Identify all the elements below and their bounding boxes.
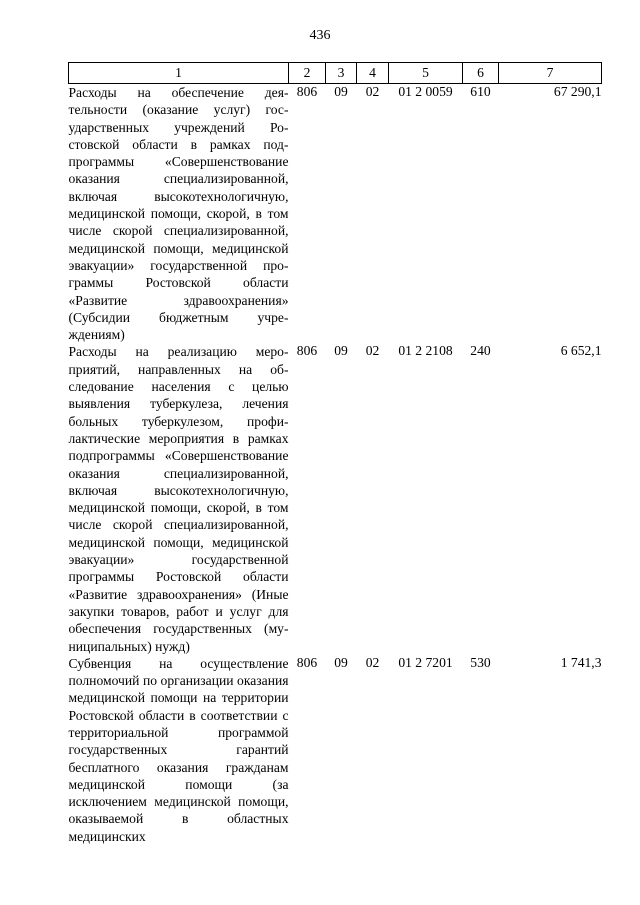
column-header-2: 2 (289, 63, 326, 84)
row-expense-type: 530 (470, 654, 491, 670)
row-description: Расходы на обеспечение деятельности (оказание услуг) государственных учреждений Ростовской области в рамках подпрограммы «Совершенствование оказания специализированной, включая высокотехнологичную, медицинской помощи, скорой, в том числе скорой специализированной, медицинской помощи, медицинской эвакуации» государственной программы Ростовской области «Развитие здравоохранения» (Субсидии бюджетным учреждениям) (68, 85, 289, 343)
row-section-code: 09 (334, 343, 348, 359)
column-header-5: 5 (389, 63, 463, 84)
row-section-code: 09 (334, 654, 348, 670)
row-subsection-code: 02 (365, 654, 380, 670)
table-row (69, 84, 602, 344)
row-section-code: 09 (334, 84, 348, 99)
row-description: Расходы на реализацию мероприятий, направленных на обследование населения с целью выявления туберкулеза, лечения больных туберкулезом, профилактические мероприятия в рамках подпрограммы «Совершенствование оказания специализированной, включая высокотехнологичную, медицинской помощи, скорой, в том числе скорой специализированной, медицинской помощи, медицинской эвакуации» государственной программы Ростовской области «Развитие здравоохранения» (Иные закупки товаров, работ и услуг для обеспечения государственных (муниципальных) нужд) (68, 344, 289, 654)
row-expense-type: 610 (470, 84, 491, 99)
row-amount: 67 290,1 (553, 84, 602, 99)
row-target-article: 01 2 2108 (398, 343, 453, 359)
column-header-4: 4 (357, 63, 389, 84)
table-row (69, 655, 602, 845)
column-header-1: 1 (69, 63, 289, 84)
row-amount: 1 741,3 (560, 654, 602, 670)
column-header-7: 7 (499, 63, 602, 84)
row-expense-type: 240 (470, 343, 491, 359)
row-target-article: 01 2 0059 (398, 84, 453, 99)
header-row (69, 63, 602, 84)
column-header-3: 3 (326, 63, 357, 84)
row-ministry-code: 806 (296, 84, 318, 99)
row-target-article: 01 2 7201 (398, 654, 453, 670)
row-description: Субвенция на осуществление полномочий по организации оказания медицинской помощи на территории Ростовской области в соответствии с территориальной программой государственных гарантий бесплатного оказания гражданам медицинской помощи (за исключением медицинской помощи, оказываемой в областных медицинских (68, 655, 289, 844)
row-ministry-code: 806 (296, 654, 318, 670)
budget-table (68, 62, 602, 845)
table-row (69, 343, 602, 654)
row-subsection-code: 02 (365, 343, 380, 359)
row-amount: 6 652,1 (560, 343, 602, 359)
row-subsection-code: 02 (365, 84, 380, 99)
row-ministry-code: 806 (296, 343, 318, 359)
column-header-6: 6 (463, 63, 499, 84)
page-number: 436 (309, 28, 331, 43)
